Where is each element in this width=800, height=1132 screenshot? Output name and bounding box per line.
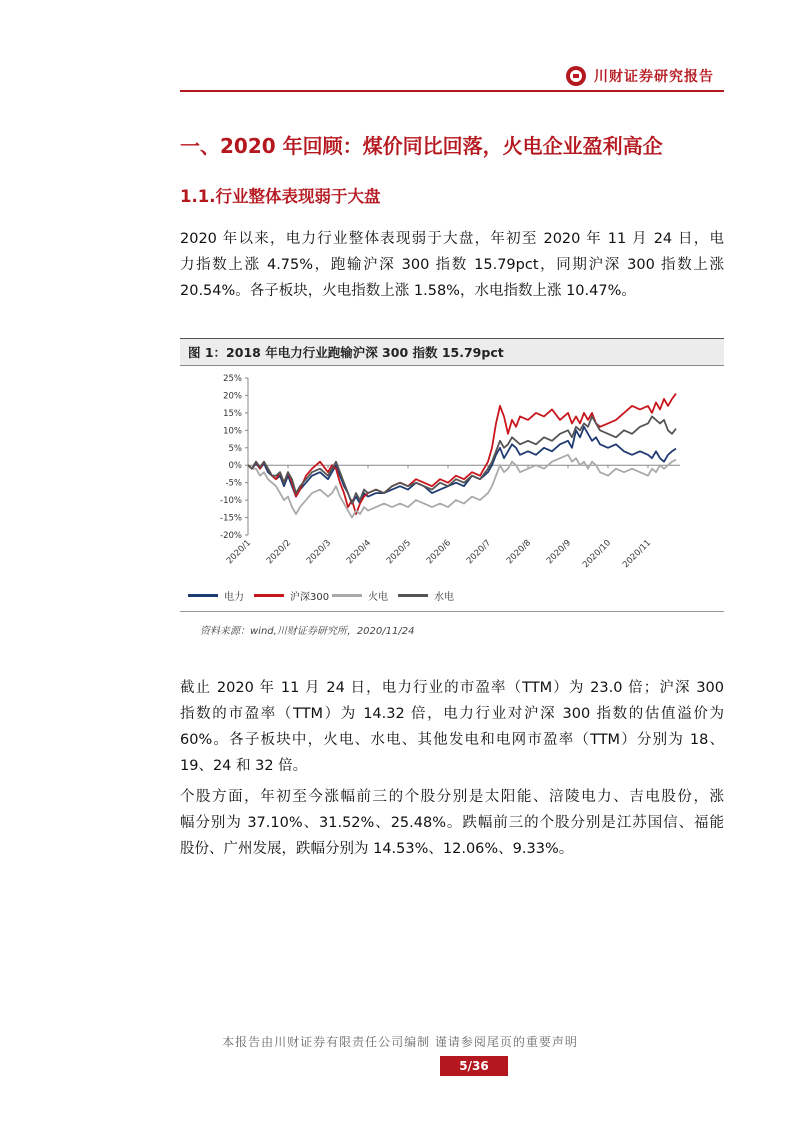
- paragraph-line: 19、24 和 32 倍。: [180, 758, 308, 774]
- legend-item: [254, 588, 329, 603]
- chuancai-logo-icon: [566, 66, 586, 86]
- series-line-2: [248, 394, 676, 514]
- x-tick-label: 2020/10: [581, 538, 614, 571]
- figure-divider: [180, 611, 724, 612]
- x-tick-label: 2020/4: [344, 538, 374, 567]
- y-tick-label: -10%: [220, 496, 242, 507]
- y-tick-label: 10%: [223, 426, 242, 437]
- y-tick-label: 20%: [223, 391, 242, 402]
- x-tick-label: 2020/2: [264, 538, 294, 567]
- y-tick-label: 0%: [228, 461, 242, 472]
- brand-name: 川财证券研究报告: [594, 69, 714, 85]
- legend-swatch: [188, 594, 218, 597]
- x-tick-label: 2020/8: [504, 538, 534, 567]
- paragraph-stocks: [180, 784, 724, 862]
- y-tick-label: -5%: [225, 478, 242, 489]
- legend-item: [188, 588, 244, 603]
- y-tick-label: -20%: [220, 531, 242, 541]
- paragraph-line: 60%。各子板块中，火电、水电、其他发电和电网市盈率（TTM）分别为 18、: [180, 732, 724, 748]
- x-tick-label: 2020/11: [621, 538, 654, 571]
- y-tick-label: -15%: [220, 513, 242, 524]
- legend-swatch: [254, 594, 284, 597]
- y-tick-label: 5%: [228, 443, 242, 454]
- legend-label: 水电: [434, 592, 454, 603]
- figure-title: 图 1：2018 年电力行业跑输沪深 300 指数 15.79pct: [180, 338, 724, 366]
- paragraph-performance: [180, 226, 724, 304]
- y-tick-label: 25%: [223, 374, 242, 384]
- legend-swatch: [332, 594, 362, 597]
- legend-label: 火电: [368, 592, 388, 603]
- x-tick-label: 2020/7: [464, 538, 494, 567]
- subsection-heading: 1.1.行业整体表现弱于大盘: [180, 187, 381, 206]
- report-header-brand: [566, 64, 714, 88]
- figure-source: 资料来源：wind,川财证券研究所，2020/11/24: [200, 626, 415, 637]
- paragraph-line: 截止 2020 年 11 月 24 日，电力行业的市盈率（TTM）为 23.0 倍；沪深 300: [180, 680, 724, 696]
- y-tick-label: 15%: [223, 408, 242, 419]
- legend-label: 电力: [224, 592, 244, 603]
- paragraph-line: 股份、广州发展，跌幅分别为 14.53%、12.06%、9.33%。: [180, 841, 574, 857]
- section-heading: 一、2020 年回顾：煤价同比回落，火电企业盈利高企: [180, 134, 663, 158]
- legend-item: [332, 588, 388, 603]
- x-tick-label: 2020/6: [424, 538, 454, 567]
- x-tick-label: 2020/9: [544, 538, 574, 567]
- paragraph-line: 2020 年以来，电力行业整体表现弱于大盘，年初至 2020 年 11 月 24 日，电: [180, 231, 724, 247]
- header-divider: [180, 90, 724, 92]
- legend-label: 沪深300: [290, 592, 330, 603]
- paragraph-line: 幅分别为 37.10%、31.52%、25.48%。跌幅前三的个股分别是江苏国信、福能: [180, 815, 724, 831]
- footer-disclaimer: 本报告由川财证券有限责任公司编制 谨请参阅尾页的重要声明: [222, 1035, 578, 1049]
- chart-legend: [180, 588, 724, 604]
- paragraph-line: 个股方面，年初至今涨幅前三的个股分别是太阳能、涪陵电力、吉电股份，涨: [180, 789, 724, 805]
- index-performance-chart: [180, 366, 724, 608]
- legend-item: [398, 588, 454, 603]
- paragraph-valuation: [180, 675, 724, 779]
- x-tick-label: 2020/3: [304, 538, 334, 567]
- paragraph-line: 指数的市盈率（TTM）为 14.32 倍，电力行业对沪深 300 指数的估值溢价为: [180, 706, 724, 722]
- paragraph-line: 力指数上涨 4.75%，跑输沪深 300 指数 15.79pct，同期沪深 300 指数上涨: [180, 257, 724, 273]
- x-tick-label: 2020/1: [224, 538, 254, 567]
- legend-swatch: [398, 594, 428, 597]
- page-number: 5/36: [440, 1056, 508, 1076]
- x-tick-label: 2020/5: [384, 538, 414, 567]
- paragraph-line: 20.54%。各子板块，火电指数上涨 1.58%，水电指数上涨 10.47%。: [180, 283, 636, 299]
- series-line-4: [248, 416, 676, 503]
